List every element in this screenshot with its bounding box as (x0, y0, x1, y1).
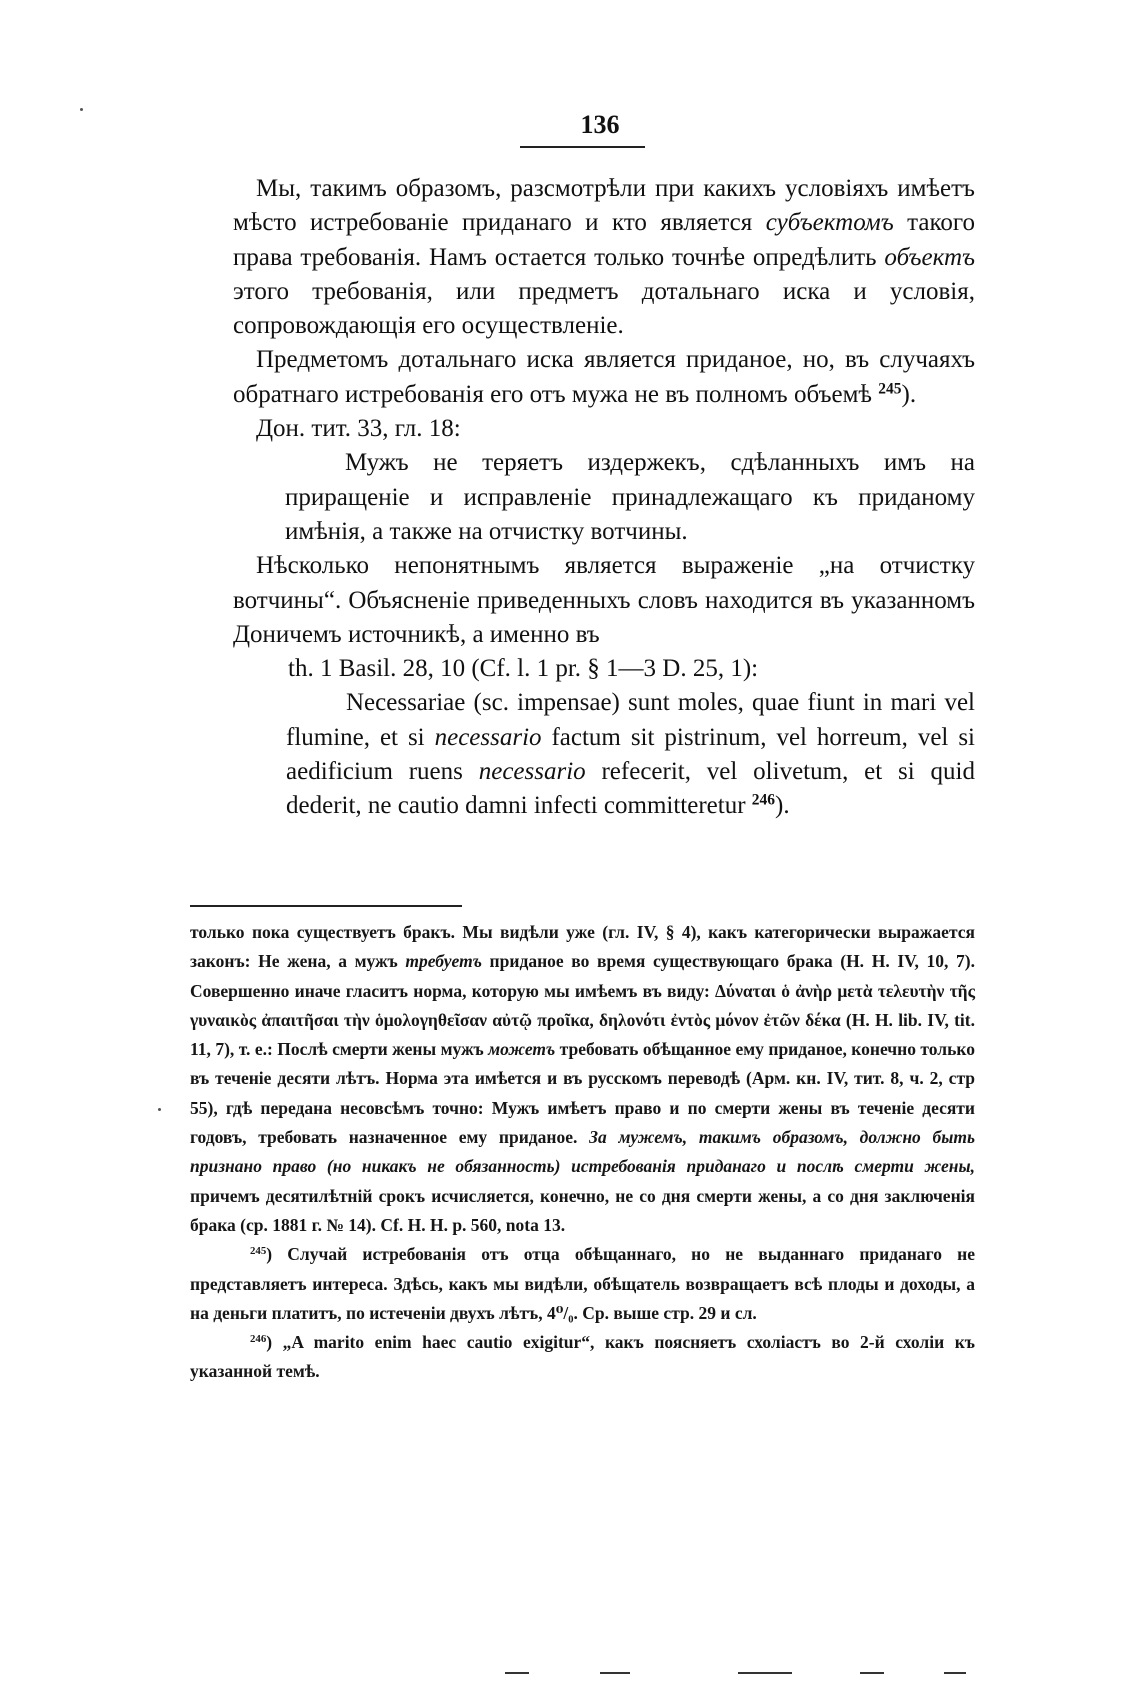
footnote-emphasis-1: требуетъ (405, 951, 482, 972)
scan-speck (158, 1108, 161, 1111)
main-text (233, 172, 975, 824)
bottom-mark (860, 1672, 884, 1674)
footnote-246 (190, 1328, 975, 1387)
footnote-ref-246: 246 (751, 791, 776, 809)
basilica-reference: th. 1 Basil. 28, 10 (Cf. l. 1 pr. § 1—3 D. 25, 1): (288, 655, 759, 683)
bottom-mark (738, 1672, 792, 1674)
footnote-cont-text-c: требовать обѣщанное ему приданое, конечно только въ теченіе десяти лѣтъ. Норма эта имѣется и въ русскомъ переводѣ (Арм. кн. IV, тит. 8, ч. 2, стр 55), гдѣ передана несовсѣмъ точно: Мужъ имѣетъ право и по смерти жены въ теченіе десяти годовъ, требовать назначенное ему приданое. (190, 1039, 975, 1148)
latin-text-a: Necessariae (sc. impensae) sunt moles, quae fiunt in mari vel flumine, et si (286, 689, 975, 751)
footnote-cont-text-b: приданое во время существующаго брака (Н. Н. IV, 10, 7). Совершенно иначе гласитъ норма, которую мы имѣемъ въ виду: Δύναται ὁ ἀνὴρ μετὰ τελευτὴν τῆς γυναικὸς ἀπαιτῆσαι τὴν ὁμολογηθεῖσαν αὐτῷ προῖκα, δηλονότι ἐντὸς μόνον ἐτῶν δέκα (Н. Н. lib. IV, tit. 11, 7), т. е.: Послѣ смерти жены мужъ (190, 951, 976, 1060)
footnote-245-number: 245 (250, 1245, 267, 1258)
latin-text-b: factum sit pistrinum, vel horreum, vel si aedificium ruens (286, 723, 975, 786)
don-reference: Дон. тит. 33, гл. 18: (256, 415, 461, 443)
footnote-246-text: ) „A marito enim haec cautio exigitur“, какъ поясняетъ схоліастъ во 2-й схоліи къ указанной темѣ. (190, 1332, 975, 1382)
paragraph-1-text-b: такого права требованія. Намъ остается только точнѣе опредѣлить (233, 209, 975, 271)
footnote-cont-text-a: только пока существуетъ бракъ. Мы видѣли уже (гл. IV, § 4), какъ категорически выражается законъ: Не жена, а мужъ (190, 922, 975, 972)
bottom-mark (944, 1672, 966, 1674)
paragraph-1-text-c: этого требованія, или предметъ дотальнаго иска и условія, сопровождающія его осуществленіе. (233, 277, 975, 340)
scan-speck (80, 108, 83, 111)
footnote-emphasis-2: можетъ (488, 1039, 556, 1060)
bottom-mark (505, 1672, 529, 1674)
latin-emphasis-2: necessario (478, 758, 586, 786)
footnote-245 (190, 1240, 975, 1328)
footnotes (190, 918, 975, 1387)
latin-quote (233, 686, 975, 823)
bottom-mark (600, 1672, 630, 1674)
page-number: 136 (580, 110, 620, 139)
footnote-245-text: ) Случай истребованія отъ отца обѣщаннаго, но не выданнаго приданаго не представляетъ интереса. Здѣсь, какъ мы видѣли, обѣщатель возвращаетъ всѣ плоды и доходы, а на деньги платитъ, по истеченіи двухъ лѣтъ, 4⁰/₀. Ср. выше стр. 29 и сл. (190, 1244, 975, 1323)
paragraph-2 (233, 343, 975, 412)
footnote-cont-text-d: причемъ десятилѣтній срокъ исчисляется, конечно, не со дня смерти жены, а со дня заключенія брака (ср. 1881 г. № 14). Cf. Н. Н. р. 560, nota 13. (190, 1185, 975, 1235)
footnote-246-number: 246 (250, 1333, 267, 1346)
page-number-underline (520, 146, 645, 148)
emphasis-subject: субъектомъ (765, 209, 894, 237)
paragraph-2-end: ). (901, 380, 917, 408)
emphasis-object: объектъ (884, 243, 975, 271)
footnote-continuation (190, 918, 975, 1240)
footnote-separator (190, 905, 462, 907)
footnote-ref-245: 245 (878, 380, 902, 398)
paragraph-3: Нѣсколько непонятнымъ является выраженіе „на отчистку вотчины“. Объясненіе приведенныхъ словъ находится въ указанномъ Доничемъ источникѣ, а именно въ (233, 552, 975, 648)
latin-end: ). (775, 792, 790, 820)
footnote-emphasis-3: За мужемъ, такимъ образомъ, должно быть признано право (но никакъ не обязанность) истребованія приданаго и послѣ смерти жены, (190, 1127, 975, 1177)
latin-text-c: refecerit, vel olivetum, et si quid dederit, ne cautio damni infecti committeretur (286, 758, 975, 820)
latin-emphasis-1: necessario (434, 723, 542, 751)
paragraph-2-text: Предметомъ дотальнаго иска является приданое, но, въ случаяхъ обратнаго истребованія его отъ мужа не въ полномъ объемѣ (233, 346, 975, 408)
paragraph-1-text-a: Мы, такимъ образомъ, разсмотрѣли при какихъ условіяхъ имѣетъ мѣсто истребованіе приданаго и кто является (233, 175, 975, 237)
paragraph-1 (233, 172, 975, 343)
quote-don: Мужъ не теряетъ издержекъ, сдѣланныхъ имъ на приращеніе и исправленіе принадлежащаго къ приданому имѣнія, а также на отчистку вотчины. (285, 449, 975, 545)
